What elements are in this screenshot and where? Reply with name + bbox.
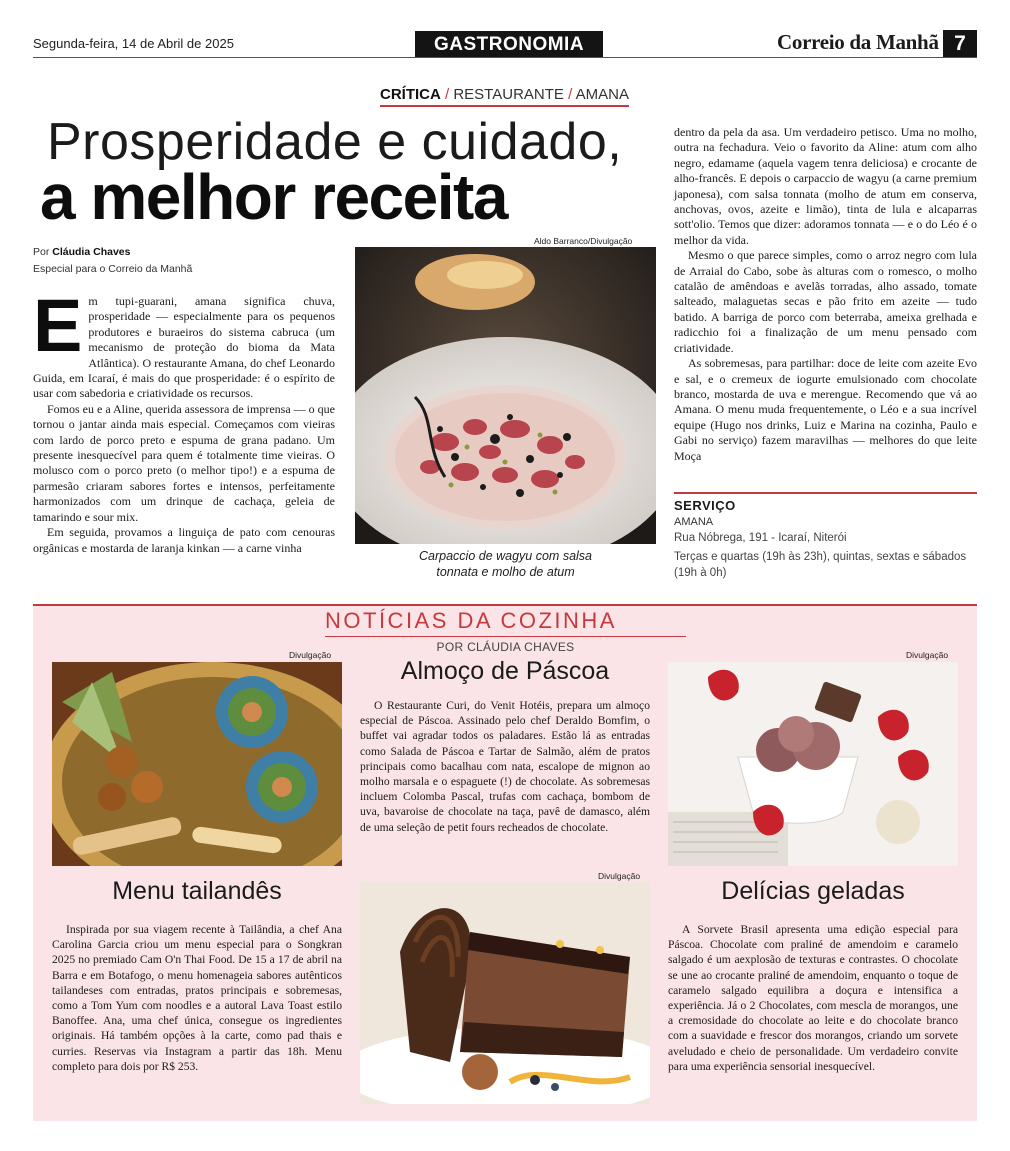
kicker-separator: / [440,86,454,103]
article-paragraph-text: m tupi-guarani, amana significa chuva, prosperidade — especialmente para os pequenos produtores e buraeiros do sistema cabruca (um mecanismo de proteção do bioma da Mata Atlântica). O restaurante Amana, do chef Leonardo Guida, em Icaraí, é mais do que prosperidade: é o espírito de usar com sabedoria e criatividade os recursos. [33,294,335,401]
news-text-delicias-geladas [668,922,958,1074]
service-divider [674,492,977,494]
news-title-almoco-pascoa: Almoço de Páscoa [400,657,610,685]
photo-credit: Divulgação [289,650,332,660]
chocolate-cake-photo [360,882,650,1104]
news-title-delicias-geladas: Delícias geladas [721,877,905,905]
service-hours: Terças e quartas (19h às 23h), quintas, sextas e sábados (19h à 0h) [674,551,967,579]
kicker-restaurante: RESTAURANTE [453,86,564,103]
carpaccio-illustration [355,247,656,544]
chocolate-cake-illustration [360,882,650,1104]
article-column-3 [674,125,977,464]
photo-credit: Divulgação [906,650,949,660]
article-paragraph: Mesmo o que parece simples, como o arroz negro com lula de Arraial do Cabo, sobe às alturas com o romesco, o molho catalão de amêndoas e avelãs torradas, alho assado, tomate salteado, malaguetas secas e pão frito em azeite — tudo batido. A barriga de porco com beterraba, ameixa grelhada e radicchio foi a finalização de um menu pensado com criatividade. [674,248,977,355]
article-column-1 [33,284,335,556]
news-paragraph: Inspirada por sua viagem recente à Tailândia, a chef Ana Carolina Garcia criou um menu especial para o Songkran 2025 no premiado Cam O'n Thai Food. De 15 a 17 de abril na Barra e em Botafogo, o menu homenageia sabores autênticos tailandeses com entradas, pratos principais e sobremesas, como a Tom Yum com noodles e a autoral Lava Toast estilo Banoffee. Ana, uma chef única, consegue os ingredientes originais. Há também opções à la carte, como pad thais e curries. Reservas via Instagram a partir das 18h. Menu completo para dois por R$ 253. [52,923,342,1073]
thai-food-illustration [52,662,342,866]
headline-line2: a melhor receita [40,161,507,233]
news-box-byline: POR CLÁUDIA CHAVES [436,640,575,654]
service-restaurant-name: AMANA [674,516,714,528]
article-paragraph: Fomos eu e a Aline, querida assessora de imprensa — o que tornou o jantar ainda mais especial. Começamos com vieiras com lardo de porco preto e espuma de grana padano. Um presente inesquecível para quem é totalmente time vieiras. O molusco com o porco preto (o melhor tipo!) e a espuma de parmesão criaram sabores fortes e intensos, perfeitamente harmonizados com um drinque de cachaça, geleia de tamarindo e sour mix. [33,401,335,524]
headline-line1: Prosperidade e cuidado, [47,113,623,171]
kicker-separator: / [563,86,576,103]
kicker-amana: AMANA [575,86,629,103]
byline [33,246,130,258]
ice-cream-illustration [668,662,958,866]
article-paragraph: dentro da pela da asa. Um verdadeiro petisco. Uma no molho, outra na fechadura. Veio o favorito da Aline: atum com alho negro, edamame (aquela vagem tenra deliciosa) e crocante de alho-francês. E depois o carpaccio de wagyu (a carne premium japonesa), com salsa tonnata (molho de atum em conserva, anchovas, ovos, azeite e limão), tinta de lula e alcaparras sott'olio. Temos que dizer: adoramos tonnata — e o do Léo é o melhor da vida. [674,125,977,247]
news-text-almoco-pascoa [360,698,650,835]
photo-caption [355,548,656,580]
caption-line: Carpaccio de wagyu com salsa [419,549,592,563]
byline-author: Cláudia Chaves [52,246,131,258]
article-paragraph: Em seguida, provamos a linguiça de pato com cenouras orgânicas e mostarda de laranja kinkan — a carne vinha [33,525,335,555]
news-paragraph: O Restaurante Curi, do Venit Hotéis, prepara um almoço especial de Páscoa. Assinado pelo chef Deraldo Bomfim, o buffet vai agradar todos os paladares. Estão lá as entradas como Salada de Páscoa e Tartar de Salmão, além de pratos principais como bacalhau com nata, escalope de mignon ao molho marsala e o espaguete (!) de chocolate. As sobremesas incluem Colomba Pascal, trufas com cachaça, bombom de uva, bavaroise de chocolate na taça, pavê de damasco, além de uma seleção de petit fours recheados de chocolate. [360,699,650,834]
photo-credit: Aldo Barranco/Divulgação [534,236,633,246]
news-text-menu-tailandes [52,922,342,1074]
news-paragraph: A Sorvete Brasil apresenta uma edição especial para Páscoa. Chocolate com praliné de amendoim e caramelo salgado é um aexplosão de texturas e contrastes. O chocolate se une ao crocante praliné de amendoim, enquanto o toque de caramelo salgado equilibra a doçura e intensifica a experiência. Já o 2 Chocolates, com mescla de morangos, une a cremosidade do chocolate ao leite e do chocolate branco com a suavidade e frescor dos morangos, criando um sorvete aveludado e cheio de personalidade. Um verdadeiro convite para uma experiência sensorial inesquecível. [668,923,958,1073]
header-divider [33,57,977,58]
caption-line: tonnata e molho de atum [436,565,575,579]
service-title: SERVIÇO [674,498,736,513]
photo-credit: Divulgação [598,871,641,881]
section-label: GASTRONOMIA [415,31,603,58]
ice-cream-photo [668,662,958,866]
page-number: 7 [943,30,977,58]
byline-subtitle: Especial para o Correio da Manhã [33,263,193,275]
news-box-title: NOTÍCIAS DA COZINHA [325,608,617,633]
news-box-divider [325,636,686,637]
newspaper-logo: Correio da Manhã [777,30,939,54]
thai-food-photo [52,662,342,866]
article-paragraph: As sobremesas, para partilhar: doce de leite com azeite Evo e sal, e o cremeux de iogurte emulsionado com chocolate branco, mostarda de uva e merengue. Recomendo que vá ao Amana. O menu muda frequentemente, o Léo e a sua incrível equipe (Hugo nos drinks, Luiz e Marina na cozinha, Paulo e Gabi no serviço) fazem maravilhas — melhores do que leite Moça [674,356,977,463]
article-kicker [380,86,629,107]
service-address: Rua Nóbrega, 191 - Icaraí, Niterói [674,532,847,544]
news-title-menu-tailandes: Menu tailandês [112,877,282,905]
kicker-critica: CRÍTICA [380,86,441,103]
carpaccio-photo [355,247,656,544]
page-date: Segunda-feira, 14 de Abril de 2025 [33,36,234,51]
article-paragraph [33,284,335,402]
byline-prefix: Por [33,246,53,258]
drop-cap: E [33,284,83,367]
